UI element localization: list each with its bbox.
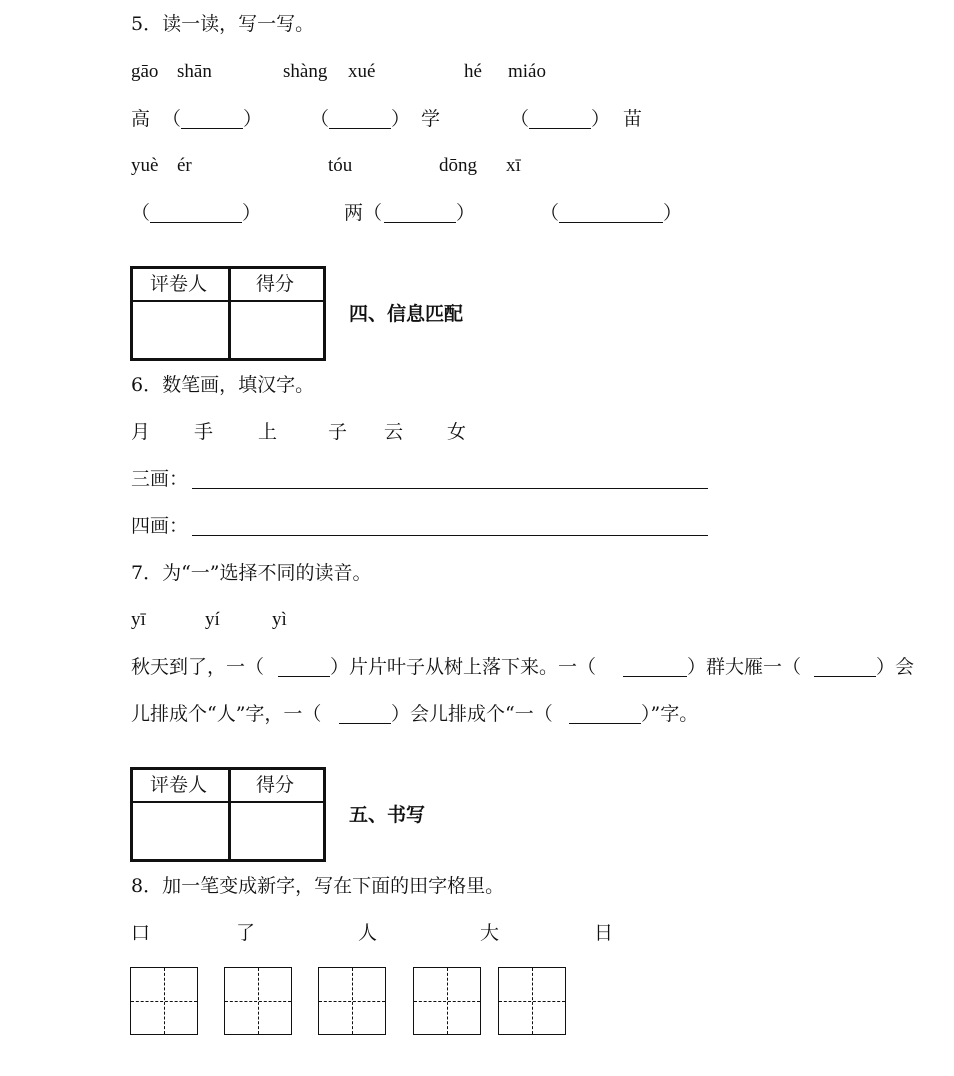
paren: ）: [242, 202, 262, 224]
answer-blank[interactable]: [569, 723, 641, 724]
char: 苗: [623, 108, 643, 130]
stroke4-label: 四画：: [131, 515, 189, 537]
char: 月: [131, 421, 151, 443]
tianzige-grid[interactable]: [318, 967, 386, 1035]
pinyin: gāo: [131, 61, 159, 82]
pinyin: yī: [131, 609, 146, 630]
char: 了: [236, 922, 256, 944]
score-box: [130, 266, 326, 361]
char: 学: [421, 108, 441, 130]
paren: （: [131, 202, 151, 224]
answer-blank[interactable]: [814, 676, 876, 677]
answer-blank[interactable]: [150, 222, 242, 223]
sentence-part: ）会: [876, 656, 915, 678]
score-label: 得分: [256, 774, 295, 796]
answer-blank[interactable]: [559, 222, 663, 223]
char: 人: [358, 922, 378, 944]
stroke3-answer-line[interactable]: [192, 488, 708, 489]
char: 日: [594, 922, 614, 944]
char: 子: [328, 421, 348, 443]
pinyin: dōng: [439, 155, 477, 176]
sentence-part: 儿排成个“人”字，一（: [131, 703, 322, 725]
pinyin: yí: [205, 609, 220, 630]
tianzige-grid[interactable]: [413, 967, 481, 1035]
reviewer-label: 评卷人: [150, 774, 208, 796]
pinyin: xué: [348, 61, 376, 82]
tianzige-grid[interactable]: [130, 967, 198, 1035]
char: 大: [480, 922, 500, 944]
reviewer-label: 评卷人: [150, 273, 208, 295]
char-paren: 两（: [344, 202, 383, 224]
score-box: [130, 767, 326, 862]
pinyin: shàng: [283, 61, 328, 82]
answer-blank[interactable]: [623, 676, 687, 677]
paren: ）: [591, 108, 611, 130]
paren: （: [510, 108, 530, 130]
tianzige-grid[interactable]: [224, 967, 292, 1035]
sentence-part: ）片片叶子从树上落下来。一（: [330, 656, 597, 678]
section-title: 四、信息匹配: [349, 303, 464, 325]
paren: （: [540, 202, 560, 224]
q7-title: 7．为“一”选择不同的读音。: [131, 562, 372, 584]
stroke3-label: 三画：: [131, 468, 189, 490]
answer-blank[interactable]: [278, 676, 330, 677]
char: 女: [447, 421, 467, 443]
pinyin: xī: [506, 155, 521, 176]
paren: ）: [456, 202, 476, 224]
section-title: 五、书写: [349, 804, 426, 826]
char: 高: [131, 108, 151, 130]
stroke4-answer-line[interactable]: [192, 535, 708, 536]
char: 手: [194, 421, 214, 443]
tianzige-grid[interactable]: [498, 967, 566, 1035]
pinyin: yì: [272, 609, 287, 630]
char: 上: [258, 421, 278, 443]
sentence-part: ）会儿排成个“一（: [391, 703, 553, 725]
answer-blank[interactable]: [329, 128, 391, 129]
q6-title: 6．数笔画，填汉字。: [131, 374, 315, 396]
answer-blank[interactable]: [181, 128, 243, 129]
paren: （: [310, 108, 330, 130]
sentence-part: 秋天到了，一（: [131, 656, 265, 678]
q8-title: 8．加一笔变成新字，写在下面的田字格里。: [131, 875, 505, 897]
sentence-part: ）群大雁一（: [687, 656, 802, 678]
sentence-part: ）”字。: [641, 703, 699, 725]
pinyin: hé: [464, 61, 482, 82]
pinyin: shān: [177, 61, 212, 82]
char: 口: [131, 922, 151, 944]
score-label: 得分: [256, 273, 295, 295]
paren: ）: [391, 108, 411, 130]
pinyin: miáo: [508, 61, 546, 82]
char: 云: [384, 421, 404, 443]
paren: ）: [243, 108, 263, 130]
pinyin: ér: [177, 155, 192, 176]
answer-blank[interactable]: [529, 128, 591, 129]
pinyin: tóu: [328, 155, 353, 176]
answer-blank[interactable]: [339, 723, 391, 724]
paren: （: [162, 108, 182, 130]
q5-title: 5．读一读，写一写。: [131, 13, 315, 35]
answer-blank[interactable]: [384, 222, 456, 223]
paren: ）: [663, 202, 683, 224]
pinyin: yuè: [131, 155, 159, 176]
